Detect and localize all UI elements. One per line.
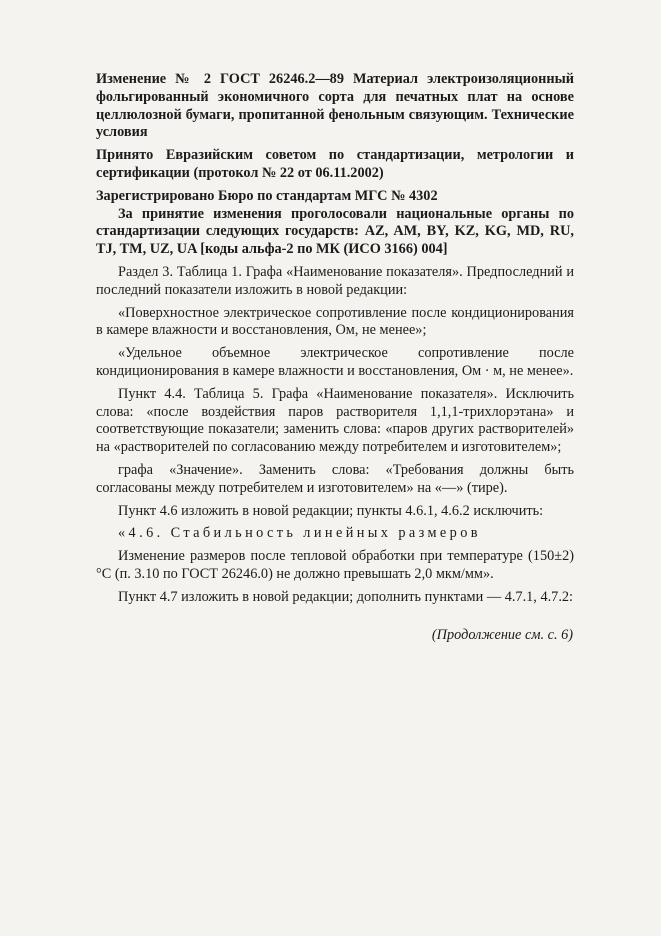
paragraph-dimension-change: Изменение размеров после тепловой обработки при температуре (150±2) °С (п. 3.10 по ГОСТ 26246.0) не должно превышать 2,0 мкм/мм». bbox=[96, 548, 574, 582]
paragraph-item-4-4: Пункт 4.4. Таблица 5. Графа «Наименование показателя». Исключить слова: «после воздействия паров растворителя 1,1,1-трихлорэтана» и соответствующие показатели; заменить слова: «паров других растворителей» на «растворителей по согласованию между потребителем и изготовителем»; bbox=[96, 385, 574, 456]
paragraph-surface-resistance: «Поверхностное электрическое сопротивление после кондиционирования в камере влажности и восстановления, Ом, не менее»; bbox=[96, 304, 574, 339]
page-content bbox=[96, 71, 574, 607]
paragraph-item-4-6: Пункт 4.6 изложить в новой редакции; пункты 4.6.1, 4.6.2 исключить: bbox=[118, 502, 544, 519]
registration-info: Зарегистрировано Бюро по стандартам МГС № 4302 bbox=[96, 187, 438, 204]
adoption-info: Принято Евразийским советом по стандартизации, метрологии и сертификации (протокол № 22 от 06.11.2002) bbox=[96, 147, 574, 181]
voting-states: За принятие изменения проголосовали национальные органы по стандартизации следующих государств: AZ, AM, BY, KZ, KG, MD, RU, TJ, TM, UZ, UA [коды альфа-2 по МК (ИСО 3166) 004] bbox=[96, 205, 574, 258]
paragraph-linear-stability-heading: «4.6. Стабильность линейных размеров bbox=[118, 525, 481, 542]
continuation-note: (Продолжение см. с. 6) bbox=[431, 627, 573, 643]
paragraph-volume-resistance: «Удельное объемное электрическое сопротивление после кондиционирования в камере влажности и восстановления, Ом · м, не менее». bbox=[96, 345, 574, 379]
amendment-title: Изменение № 2 ГОСТ 26246.2—89 Материал электроизоляционный фольгированный экономичного сорта для печатных плат на основе целлюлозной бумаги, пропитанной фенольным связующим. Технические условия bbox=[96, 71, 574, 141]
paragraph-item-4-7: Пункт 4.7 изложить в новой редакции; дополнить пунктами — 4.7.1, 4.7.2: bbox=[118, 588, 574, 605]
paragraph-section-3: Раздел 3. Таблица 1. Графа «Наименование показателя». Предпоследний и последний показатели изложить в новой редакции: bbox=[96, 263, 574, 298]
paragraph-value-column: графа «Значение». Заменить слова: «Требования должны быть согласованы между потребителем и изготовителем» на «—» (тире). bbox=[96, 461, 574, 496]
